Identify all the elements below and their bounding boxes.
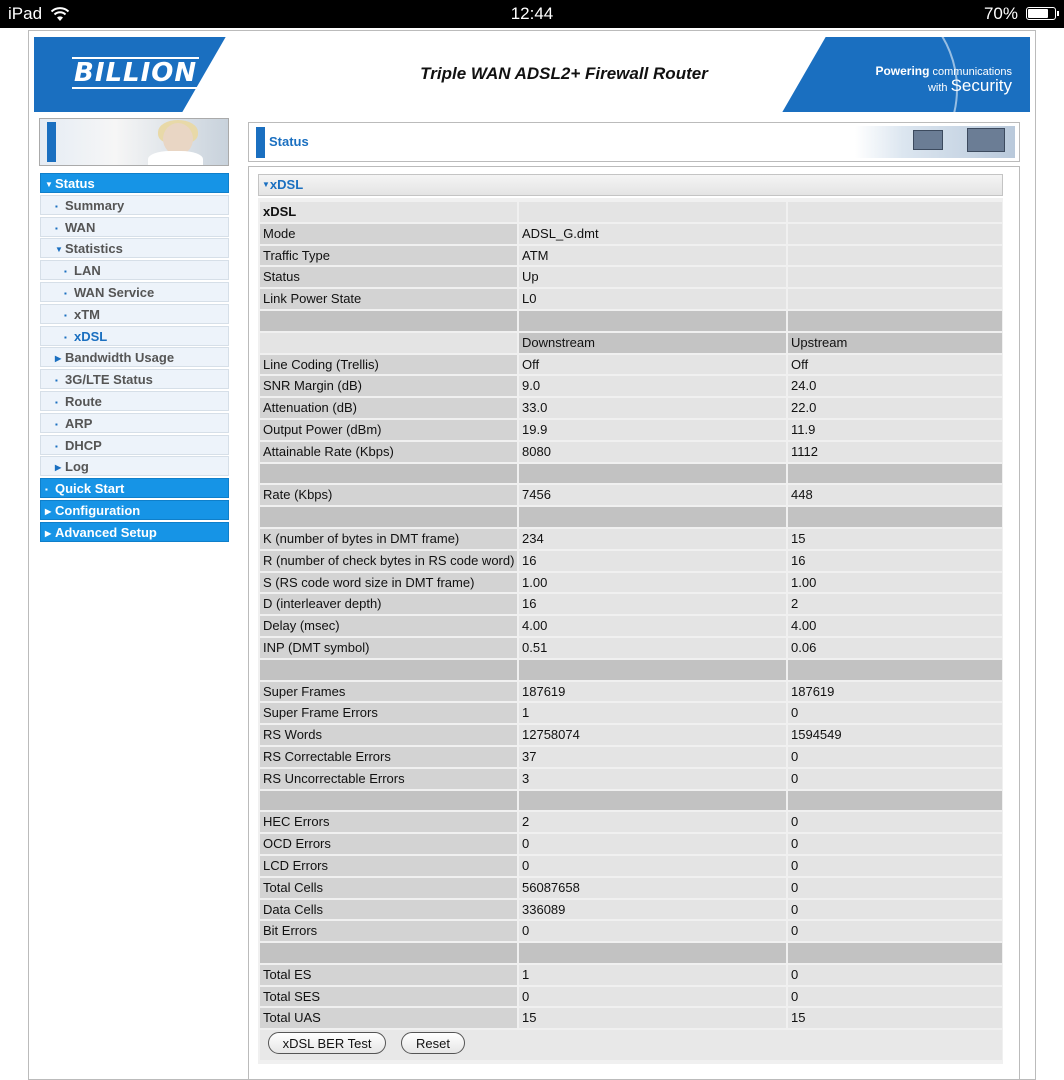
separator-cell [788,660,1002,680]
empty-cell [519,202,788,222]
empty-cell [260,333,519,353]
row-label: Total SES [260,987,519,1007]
triangle-down-icon: ▼ [262,180,270,189]
bullet-icon: ▪ [55,397,58,407]
empty-cell [788,224,1002,244]
nav-summary[interactable]: ▪ Summary [40,195,229,215]
upstream-value: Off [788,355,1002,375]
upstream-value: 15 [788,529,1002,549]
row-label: Output Power (dBm) [260,420,519,440]
upstream-value: 1112 [788,442,1002,462]
downstream-value: 0 [519,987,788,1007]
separator-row [260,943,1002,963]
row-label: Data Cells [260,900,519,920]
table-row [260,638,1002,658]
table-row [260,921,1002,941]
downstream-value: 15 [519,1008,788,1028]
downstream-value: 0 [519,921,788,941]
triangle-down-icon: ▼ [45,180,53,189]
nav-status[interactable]: ▼ Status [40,173,229,193]
separator-row [260,660,1002,680]
row-label: OCD Errors [260,834,519,854]
nav-xtm[interactable]: ▪ xTM [40,304,229,324]
downstream-value: 1.00 [519,573,788,593]
upstream-value: 0 [788,987,1002,1007]
upstream-value: 0.06 [788,638,1002,658]
row-value: L0 [519,289,788,309]
table-row [260,246,1002,266]
separator-row [260,507,1002,527]
column-header-upstream: Upstream [788,333,1002,353]
upstream-value: 1.00 [788,573,1002,593]
upstream-value: 0 [788,812,1002,832]
separator-row [260,464,1002,484]
row-label: SNR Margin (dB) [260,376,519,396]
battery-percent: 70% [983,4,1018,23]
separator-cell [519,660,788,680]
separator-cell [519,943,788,963]
row-label: Traffic Type [260,246,519,266]
bullet-icon: ▪ [64,310,67,320]
row-label: RS Correctable Errors [260,747,519,767]
nav-advanced-setup[interactable]: ▶ Advanced Setup [40,522,229,542]
xdsl-stats-table [260,200,1002,1030]
separator-row [260,311,1002,331]
table-row [260,398,1002,418]
nav-lan[interactable]: ▪ LAN [40,260,229,280]
nav-statistics[interactable]: ▼ Statistics [40,238,229,258]
upstream-value: 22.0 [788,398,1002,418]
downstream-value: 4.00 [519,616,788,636]
page-title: Status [269,134,309,149]
table-row [260,442,1002,462]
clock: 12:44 [510,4,554,23]
table-row [260,900,1002,920]
row-label: K (number of bytes in DMT frame) [260,529,519,549]
bullet-icon: ▪ [55,201,58,211]
page-header [248,122,1020,162]
nav-configuration[interactable]: ▶ Configuration [40,500,229,520]
upstream-value: 24.0 [788,376,1002,396]
separator-cell [519,311,788,331]
xdsl-ber-test-button[interactable]: xDSL BER Test [268,1032,386,1054]
upstream-value: 0 [788,921,1002,941]
upstream-value: 0 [788,834,1002,854]
row-label: Total ES [260,965,519,985]
table-row [260,812,1002,832]
table-row [260,856,1002,876]
row-label: Attainable Rate (Kbps) [260,442,519,462]
table-title-row [260,202,1002,222]
row-label: RS Uncorrectable Errors [260,769,519,789]
empty-cell [788,289,1002,309]
separator-cell [788,507,1002,527]
table-row [260,769,1002,789]
downstream-value: 0 [519,856,788,876]
row-label: Super Frames [260,682,519,702]
table-row [260,573,1002,593]
triangle-right-icon: ▶ [45,528,52,538]
table-row [260,376,1002,396]
separator-cell [519,791,788,811]
upstream-value: 15 [788,1008,1002,1028]
separator-cell [260,464,519,484]
separator-cell [519,507,788,527]
row-label: Delay (msec) [260,616,519,636]
downstream-value: 16 [519,594,788,614]
table-row [260,987,1002,1007]
downstream-value: 3 [519,769,788,789]
row-value: Up [519,267,788,287]
downstream-value: 2 [519,812,788,832]
nav-3g-lte-status[interactable]: ▪ 3G/LTE Status [40,369,229,389]
nav-dhcp[interactable]: ▪ DHCP [40,435,229,455]
downstream-value: 187619 [519,682,788,702]
bullet-icon: ▪ [45,485,48,495]
upstream-value: 16 [788,551,1002,571]
downstream-value: 0 [519,834,788,854]
empty-cell [788,202,1002,222]
row-label: Rate (Kbps) [260,485,519,505]
row-label: Total UAS [260,1008,519,1028]
downstream-value: 336089 [519,900,788,920]
nav-wan-service[interactable]: ▪ WAN Service [40,282,229,302]
billion-logo: BILLION [74,58,198,88]
device-label: iPad [8,4,43,23]
row-value: ATM [519,246,788,266]
row-label: D (interleaver depth) [260,594,519,614]
upstream-value: 2 [788,594,1002,614]
upstream-value: 0 [788,856,1002,876]
table-row [260,878,1002,898]
upstream-value: 0 [788,965,1002,985]
upstream-value: 0 [788,747,1002,767]
table-row [260,267,1002,287]
separator-cell [788,311,1002,331]
triangle-right-icon: ▶ [55,463,62,473]
downstream-value: 0.51 [519,638,788,658]
downstream-value: 56087658 [519,878,788,898]
triangle-down-icon: ▼ [55,245,63,255]
nav-wan[interactable]: ▪ WAN [40,217,229,237]
triangle-right-icon: ▶ [55,354,62,364]
table-row [260,616,1002,636]
separator-cell [519,464,788,484]
upstream-value: 187619 [788,682,1002,702]
bullet-icon: ▪ [64,267,67,277]
nav-xdsl[interactable]: ▪ xDSL [40,326,229,346]
upstream-value: 0 [788,900,1002,920]
row-label: Mode [260,224,519,244]
empty-cell [788,246,1002,266]
row-label: Status [260,267,519,287]
table-row [260,289,1002,309]
powering-security-tagline: Powering communications with Security [875,64,1012,95]
table-row [260,1008,1002,1028]
row-label: HEC Errors [260,812,519,832]
sidebar-photo [39,118,229,166]
table-title: xDSL [260,202,519,222]
column-header-downstream: Downstream [519,333,788,353]
router-banner [34,37,1030,112]
downstream-value: 16 [519,551,788,571]
table-row [260,682,1002,702]
row-label: INP (DMT symbol) [260,638,519,658]
triangle-right-icon: ▶ [45,506,52,516]
nav-arp[interactable]: ▪ ARP [40,413,229,433]
bullet-icon: ▪ [55,419,58,429]
row-label: Total Cells [260,878,519,898]
nav-log[interactable]: ▶ Log [40,456,229,476]
table-row [260,747,1002,767]
downstream-value: 33.0 [519,398,788,418]
downstream-value: 9.0 [519,376,788,396]
downstream-value: 12758074 [519,725,788,745]
table-row [260,551,1002,571]
downstream-value: 8080 [519,442,788,462]
separator-cell [260,943,519,963]
table-row [260,725,1002,745]
downstream-value: 1 [519,703,788,723]
table-row [260,529,1002,549]
row-label: Attenuation (dB) [260,398,519,418]
separator-row [260,791,1002,811]
separator-cell [260,311,519,331]
nav-bandwidth-usage[interactable]: ▶ Bandwidth Usage [40,347,229,367]
downstream-value: Off [519,355,788,375]
bullet-icon: ▪ [64,288,67,298]
row-label: RS Words [260,725,519,745]
sidebar-nav [40,173,229,544]
table-row [260,355,1002,375]
nav-quick-start[interactable]: ▪ Quick Start [40,478,229,498]
table-row [260,965,1002,985]
table-row [260,224,1002,244]
upstream-value: 0 [788,769,1002,789]
empty-cell [788,267,1002,287]
table-row [260,834,1002,854]
column-header-row [260,333,1002,353]
downstream-value: 234 [519,529,788,549]
table-row [260,703,1002,723]
upstream-value: 0 [788,703,1002,723]
upstream-value: 4.00 [788,616,1002,636]
bullet-icon: ▪ [55,376,58,386]
router-title: Triple WAN ADSL2+ Firewall Router [420,64,708,83]
table-row [260,420,1002,440]
row-label: Link Power State [260,289,519,309]
downstream-value: 1 [519,965,788,985]
nav-route[interactable]: ▪ Route [40,391,229,411]
upstream-value: 0 [788,878,1002,898]
upstream-value: 11.9 [788,420,1002,440]
downstream-value: 7456 [519,485,788,505]
upstream-value: 448 [788,485,1002,505]
bullet-icon: ▪ [55,441,58,451]
separator-cell [788,791,1002,811]
separator-cell [260,507,519,527]
row-label: Bit Errors [260,921,519,941]
downstream-value: 19.9 [519,420,788,440]
row-value: ADSL_G.dmt [519,224,788,244]
reset-button[interactable]: Reset [401,1032,465,1054]
row-label: Super Frame Errors [260,703,519,723]
row-label: S (RS code word size in DMT frame) [260,573,519,593]
battery-icon [1026,7,1056,20]
separator-cell [788,464,1002,484]
downstream-value: 37 [519,747,788,767]
row-label: R (number of check bytes in RS code word) [260,551,519,571]
row-label: LCD Errors [260,856,519,876]
bullet-icon: ▪ [55,223,58,233]
upstream-value: 1594549 [788,725,1002,745]
ios-status-bar [0,0,1064,28]
separator-cell [260,660,519,680]
xdsl-section-header[interactable]: ▼xDSL [258,174,1003,196]
separator-cell [260,791,519,811]
row-label: Line Coding (Trellis) [260,355,519,375]
bullet-icon: ▪ [64,332,67,342]
office-photo [855,126,1015,158]
table-row [260,485,1002,505]
table-row [260,594,1002,614]
separator-cell [788,943,1002,963]
